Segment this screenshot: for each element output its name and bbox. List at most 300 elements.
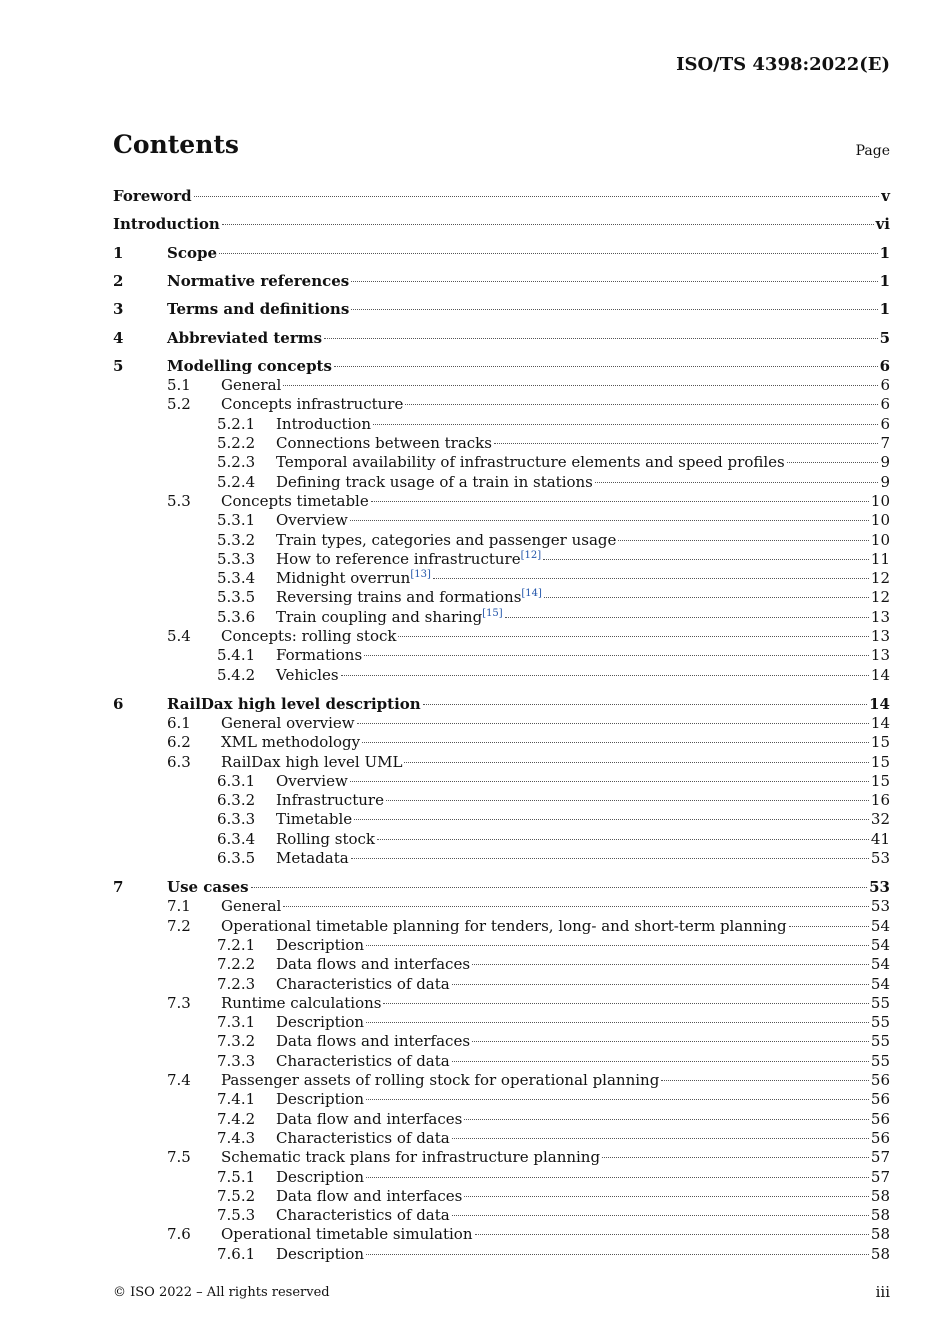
toc-entry-title-text: Data flow and interfaces bbox=[276, 1186, 463, 1205]
toc-entry-title bbox=[276, 1031, 470, 1051]
toc-entry-page: 56 bbox=[870, 1071, 890, 1089]
toc-entry-page: v bbox=[881, 187, 890, 205]
toc-entry[interactable] bbox=[113, 713, 890, 733]
toc-entry-page: 55 bbox=[870, 1051, 890, 1070]
toc-entry-title bbox=[276, 1186, 462, 1206]
dot-leader bbox=[357, 723, 869, 724]
dot-leader bbox=[543, 559, 869, 560]
toc-entry-number: 6 bbox=[113, 694, 124, 713]
toc-entry-title bbox=[276, 433, 492, 453]
toc-entry-title-text: Operational timetable planning for tenders, long- and short-term planning bbox=[221, 916, 787, 935]
toc-entry-page: 1 bbox=[879, 300, 890, 319]
toc-entry[interactable] bbox=[113, 1167, 890, 1187]
toc-entry-page: 12 bbox=[870, 588, 890, 607]
dot-leader bbox=[341, 675, 869, 676]
toc-entry-page: 7 bbox=[880, 434, 890, 452]
toc-entry-title-text: Description bbox=[276, 1244, 365, 1263]
dot-leader bbox=[661, 1080, 869, 1081]
toc-entry-title-text: Description bbox=[276, 1167, 365, 1186]
toc-entry-number: 7.6.1 bbox=[217, 1244, 256, 1263]
dot-leader bbox=[618, 540, 869, 541]
dot-leader bbox=[366, 1099, 869, 1100]
toc-entry-number: 6.3 bbox=[167, 752, 191, 771]
toc-entry-page: 55 bbox=[870, 993, 890, 1012]
toc-entry-title bbox=[167, 877, 249, 897]
toc-entry-title-text: Operational timetable simulation bbox=[221, 1225, 473, 1244]
toc-entry-title bbox=[276, 607, 503, 627]
toc-entry[interactable] bbox=[113, 1031, 890, 1051]
toc-entry-number: 7.4.3 bbox=[217, 1128, 256, 1147]
toc-entry-title bbox=[276, 1205, 450, 1225]
toc-entry-page: 10 bbox=[870, 530, 890, 549]
dot-leader bbox=[452, 984, 869, 985]
toc-entry[interactable] bbox=[113, 1186, 890, 1206]
toc-entry-title bbox=[221, 916, 787, 936]
document-id: ISO/TS 4398:2022(E) bbox=[676, 54, 890, 75]
dot-leader bbox=[452, 1215, 869, 1216]
toc-entry-title bbox=[276, 809, 352, 829]
toc-entry-page: 5 bbox=[879, 328, 890, 347]
toc-entry-title bbox=[276, 848, 349, 868]
toc-entry-page: 32 bbox=[870, 810, 890, 829]
dot-leader bbox=[350, 781, 869, 782]
toc-entry-number: 6.3.4 bbox=[217, 829, 256, 848]
toc-entry-page: 56 bbox=[870, 1090, 890, 1109]
toc-entry-number: 5.3.4 bbox=[217, 569, 256, 588]
toc-entry[interactable] bbox=[113, 299, 890, 319]
toc-entry-number: 4 bbox=[113, 328, 124, 347]
toc-entry-number: 5.2 bbox=[167, 395, 191, 414]
toc-entry-title bbox=[276, 1051, 450, 1071]
toc-entry-number: 7.2.2 bbox=[217, 955, 256, 974]
toc-entry-title-text: Formations bbox=[276, 646, 363, 665]
reference-link[interactable]: [15] bbox=[482, 607, 503, 619]
toc-entry-title bbox=[276, 549, 541, 569]
dot-leader bbox=[404, 762, 868, 763]
toc-entry-page: 14 bbox=[870, 713, 890, 732]
toc-entry-title bbox=[276, 1128, 450, 1148]
toc-entry-title-text: Train types, categories and passenger usage bbox=[276, 530, 617, 549]
dot-leader bbox=[602, 1157, 869, 1158]
dot-leader bbox=[472, 964, 869, 965]
toc-entry-number: 5.3.3 bbox=[217, 549, 256, 568]
toc-entry-number: 6.3.1 bbox=[217, 771, 256, 790]
toc-entry[interactable] bbox=[113, 645, 890, 665]
toc-entry[interactable] bbox=[113, 549, 890, 569]
toc-entry-title bbox=[113, 186, 192, 206]
dot-leader bbox=[452, 1138, 869, 1139]
toc-entry-title-text: Data flow and interfaces bbox=[276, 1109, 463, 1128]
toc-entry-title-text: Modelling concepts bbox=[167, 356, 332, 375]
toc-entry-number: 5.2.2 bbox=[217, 434, 256, 452]
toc-entry[interactable] bbox=[113, 568, 890, 588]
toc-entry[interactable] bbox=[113, 472, 890, 492]
toc-entry[interactable] bbox=[113, 214, 890, 234]
dot-leader bbox=[366, 1177, 869, 1178]
toc-entry-number: 5.2.4 bbox=[217, 472, 256, 491]
page-number: iii bbox=[875, 1283, 890, 1301]
toc-entry[interactable] bbox=[113, 1128, 890, 1148]
dot-leader bbox=[351, 281, 877, 282]
toc-entry-number: 5.2.3 bbox=[217, 453, 256, 472]
dot-leader bbox=[251, 887, 868, 888]
toc-entry-title bbox=[167, 328, 322, 348]
toc-entry-number: 6.1 bbox=[167, 713, 191, 732]
toc-entry-title-text: Introduction bbox=[276, 414, 371, 433]
toc-entry-number: 7.2 bbox=[167, 916, 191, 935]
dot-leader bbox=[386, 800, 869, 801]
toc-entry[interactable] bbox=[113, 186, 890, 206]
toc-entry[interactable] bbox=[113, 414, 890, 434]
toc-entry-title-text: RailDax high level description bbox=[167, 694, 421, 713]
toc-entry-page: 13 bbox=[870, 627, 890, 645]
toc-entry[interactable] bbox=[113, 1109, 890, 1129]
toc-entry[interactable] bbox=[113, 491, 890, 511]
toc-entry-title bbox=[167, 299, 349, 319]
toc-entry-title bbox=[221, 732, 360, 752]
toc-entry-number: 7 bbox=[113, 878, 124, 896]
toc-entry-page: 15 bbox=[870, 733, 890, 752]
dot-leader bbox=[383, 1003, 868, 1004]
toc-entry-title bbox=[276, 974, 450, 994]
toc-entry-title-text: Data flows and interfaces bbox=[276, 1032, 471, 1051]
toc-entry-number: 6.3.3 bbox=[217, 810, 256, 829]
dot-leader bbox=[433, 578, 869, 579]
reference-link[interactable]: [12] bbox=[520, 549, 542, 561]
toc-entry-number: 5.2.1 bbox=[217, 414, 256, 433]
toc-entry[interactable] bbox=[113, 510, 890, 530]
dot-leader bbox=[472, 1041, 869, 1042]
toc-entry-page: 58 bbox=[870, 1225, 890, 1244]
toc-entry-title bbox=[276, 645, 362, 665]
toc-entry-title bbox=[276, 472, 593, 492]
toc-entry-title bbox=[276, 935, 364, 955]
toc-entry-title bbox=[276, 790, 384, 810]
toc-entry-title bbox=[221, 1147, 600, 1167]
toc-entry-page: 55 bbox=[870, 1032, 890, 1051]
toc-entry[interactable] bbox=[113, 607, 890, 627]
dot-leader bbox=[787, 462, 879, 463]
toc-entry[interactable] bbox=[113, 1051, 890, 1071]
toc-entry-title-text: Connections between tracks bbox=[276, 434, 492, 452]
toc-entry-number: 5.4.1 bbox=[217, 646, 256, 665]
toc-entry-title bbox=[167, 694, 421, 714]
toc-entry-number: 7.3.1 bbox=[217, 1013, 256, 1032]
toc-entry-title-text: Description bbox=[276, 1013, 365, 1032]
toc-entry-number: 7.3 bbox=[167, 993, 191, 1012]
toc-entry-number: 7.5.1 bbox=[217, 1167, 256, 1186]
toc-entry-page: 1 bbox=[879, 243, 890, 262]
toc-entry-title bbox=[113, 214, 220, 234]
toc-entry-page: 13 bbox=[870, 607, 890, 626]
toc-entry-page: 6 bbox=[879, 356, 890, 375]
toc-entry-page: 11 bbox=[870, 549, 890, 568]
toc-entry-page: 58 bbox=[870, 1186, 890, 1205]
toc-entry-number: 3 bbox=[113, 300, 124, 319]
dot-leader bbox=[544, 597, 869, 598]
toc-entry[interactable] bbox=[113, 587, 890, 607]
toc-entry[interactable] bbox=[113, 433, 890, 453]
contents-title: Contents bbox=[113, 130, 240, 159]
toc-entry-title bbox=[276, 414, 371, 434]
toc-entry-title-text: Timetable bbox=[276, 810, 353, 829]
toc-entry-title bbox=[221, 1070, 659, 1090]
toc-entry-number: 5.3 bbox=[167, 491, 191, 510]
toc-entry-title-text: Midnight overrun bbox=[276, 569, 411, 588]
toc-entry[interactable] bbox=[113, 732, 890, 752]
dot-leader bbox=[364, 655, 869, 656]
toc-entry[interactable] bbox=[113, 954, 890, 974]
dot-leader bbox=[464, 1119, 869, 1120]
toc-entry[interactable] bbox=[113, 375, 890, 395]
dot-leader bbox=[475, 1234, 869, 1235]
toc-entry-number: 6.3.5 bbox=[217, 849, 256, 867]
toc-entry-title-text: General bbox=[221, 897, 282, 916]
toc-entry[interactable] bbox=[113, 1244, 890, 1264]
dot-leader bbox=[423, 704, 867, 705]
dot-leader bbox=[405, 404, 878, 405]
dot-leader bbox=[351, 858, 869, 859]
toc-entry-number: 7.5 bbox=[167, 1148, 191, 1167]
toc-entry[interactable] bbox=[113, 877, 890, 897]
dot-leader bbox=[464, 1196, 869, 1197]
toc-entry-title-text: General bbox=[221, 376, 282, 395]
toc-entry-title bbox=[276, 665, 339, 685]
dot-leader bbox=[324, 338, 877, 339]
toc-entry-title bbox=[276, 568, 431, 588]
toc-entry-title-text: Infrastructure bbox=[276, 791, 384, 810]
toc-entry-title-text: Metadata bbox=[276, 849, 349, 867]
toc-entry-page: 58 bbox=[870, 1244, 890, 1263]
toc-entry-title-text: Concepts: rolling stock bbox=[221, 627, 397, 645]
toc-entry[interactable] bbox=[113, 1147, 890, 1167]
toc-entry-page: 58 bbox=[870, 1206, 890, 1225]
toc-entry-page: 14 bbox=[870, 665, 890, 684]
dot-leader bbox=[494, 443, 879, 444]
toc-entry-title bbox=[167, 356, 332, 376]
toc-entry-page: 6 bbox=[880, 376, 890, 395]
dot-leader bbox=[452, 1061, 869, 1062]
toc-entry-title bbox=[221, 896, 281, 916]
toc-entry[interactable] bbox=[113, 1224, 890, 1244]
dot-leader bbox=[362, 742, 869, 743]
reference-link[interactable]: [14] bbox=[521, 588, 542, 600]
dot-leader bbox=[222, 224, 874, 225]
toc-entry-page: 57 bbox=[870, 1148, 890, 1167]
toc-entry[interactable] bbox=[113, 243, 890, 263]
toc-entry[interactable] bbox=[113, 1089, 890, 1109]
dot-leader bbox=[354, 819, 869, 820]
toc-entry-title bbox=[221, 993, 381, 1013]
toc-entry[interactable] bbox=[113, 829, 890, 849]
toc-entry-title bbox=[276, 510, 348, 530]
toc-entry-page: 15 bbox=[870, 771, 890, 790]
toc-entry-title-text: Vehicles bbox=[276, 665, 339, 684]
toc-entry-page: 53 bbox=[870, 849, 890, 867]
toc-entry-title-text: Foreword bbox=[113, 187, 192, 205]
toc-entry-title-text: XML methodology bbox=[221, 733, 361, 752]
toc-entry-page: 41 bbox=[870, 829, 890, 848]
dot-leader bbox=[371, 501, 869, 502]
toc-entry-number: 7.4 bbox=[167, 1071, 191, 1089]
toc-entry-title bbox=[276, 587, 542, 607]
toc-entry-title-text: Train coupling and sharing bbox=[276, 607, 483, 626]
toc-entry[interactable] bbox=[113, 935, 890, 955]
dot-leader bbox=[194, 196, 880, 197]
toc-entry-title-text: Overview bbox=[276, 771, 348, 790]
toc-entry[interactable] bbox=[113, 1070, 890, 1090]
toc-entry-title-text: How to reference infrastructure bbox=[276, 549, 521, 568]
toc-entry[interactable] bbox=[113, 809, 890, 829]
toc-entry[interactable] bbox=[113, 993, 890, 1013]
toc-entry-title-text: Schematic track plans for infrastructure planning bbox=[221, 1148, 601, 1167]
toc-entry-title bbox=[276, 1167, 364, 1187]
toc-entry-title bbox=[276, 1109, 462, 1129]
toc-entry[interactable] bbox=[113, 665, 890, 685]
toc-entry-number: 7.2.3 bbox=[217, 974, 256, 993]
dot-leader bbox=[283, 906, 869, 907]
toc-entry-title-text: Abbreviated terms bbox=[167, 328, 323, 347]
toc-entry-page: 1 bbox=[879, 271, 890, 290]
toc-entry-page: 56 bbox=[870, 1109, 890, 1128]
toc-entry[interactable] bbox=[113, 752, 890, 772]
toc-entry[interactable] bbox=[113, 974, 890, 994]
toc-entry-title-text: Runtime calculations bbox=[221, 993, 382, 1012]
toc-entry-number: 1 bbox=[113, 243, 124, 262]
toc-entry[interactable] bbox=[113, 626, 890, 646]
toc-entry-title bbox=[276, 771, 348, 791]
dot-leader bbox=[351, 309, 877, 310]
toc-entry-title-text: Use cases bbox=[167, 878, 249, 896]
toc-entry-title bbox=[167, 271, 349, 291]
toc-entry[interactable] bbox=[113, 356, 890, 376]
toc-entry-page: 9 bbox=[880, 472, 890, 491]
dot-leader bbox=[789, 926, 869, 927]
toc-entry-title bbox=[221, 752, 402, 772]
toc-entry-number: 7.6 bbox=[167, 1225, 191, 1244]
toc-entry-title bbox=[276, 452, 785, 472]
toc-entry-number: 7.4.2 bbox=[217, 1109, 256, 1128]
toc-entry-page: 56 bbox=[870, 1128, 890, 1147]
toc-entry-number: 5.4 bbox=[167, 627, 191, 645]
toc-entry-title-text: Characteristics of data bbox=[276, 1206, 450, 1225]
toc-entry-number: 5 bbox=[113, 356, 124, 375]
dot-leader bbox=[366, 1254, 869, 1255]
toc-entry-page: 13 bbox=[870, 646, 890, 665]
toc-entry-page: 9 bbox=[880, 453, 890, 472]
toc-entry-number: 5.3.5 bbox=[217, 588, 256, 607]
toc-entry-number: 5.3.2 bbox=[217, 530, 256, 549]
toc-entry-page: 6 bbox=[880, 414, 890, 433]
dot-leader bbox=[398, 636, 868, 637]
toc-entry-number: 5.1 bbox=[167, 376, 191, 395]
toc-entry-title bbox=[276, 954, 470, 974]
toc-entry-number: 2 bbox=[113, 271, 124, 290]
toc-entry-title-text: General overview bbox=[221, 713, 355, 732]
toc-entry-page: 55 bbox=[870, 1013, 890, 1032]
toc-entry-number: 7.3.3 bbox=[217, 1051, 256, 1070]
toc-entry-title-text: Scope bbox=[167, 243, 218, 262]
toc-entry-page: 54 bbox=[870, 935, 890, 954]
toc-entry[interactable] bbox=[113, 790, 890, 810]
toc-entry[interactable] bbox=[113, 328, 890, 348]
toc-entry[interactable] bbox=[113, 848, 890, 868]
toc-entry-number: 7.3.2 bbox=[217, 1032, 256, 1051]
dot-leader bbox=[366, 1022, 869, 1023]
toc-entry-title bbox=[221, 394, 403, 414]
toc-entry-page: 15 bbox=[870, 752, 890, 771]
toc-entry-title bbox=[167, 243, 217, 263]
toc-entry-title-text: Data flows and interfaces bbox=[276, 955, 471, 974]
toc-entry-number: 5.4.2 bbox=[217, 665, 256, 684]
toc-entry-title-text: Description bbox=[276, 1090, 365, 1109]
toc-entry-title bbox=[276, 829, 375, 849]
toc-entry[interactable] bbox=[113, 452, 890, 472]
toc-entry-page: 10 bbox=[870, 491, 890, 510]
toc-entry[interactable] bbox=[113, 694, 890, 714]
toc-entry-title-text: Rolling stock bbox=[276, 829, 375, 848]
toc-entry[interactable] bbox=[113, 1205, 890, 1225]
toc-entry-title bbox=[221, 626, 396, 646]
toc-entry[interactable] bbox=[113, 271, 890, 291]
toc-entry[interactable] bbox=[113, 916, 890, 936]
toc-entry-page: 57 bbox=[870, 1167, 890, 1186]
toc-entry-title bbox=[276, 1089, 364, 1109]
toc-entry-page: 53 bbox=[870, 897, 890, 916]
dot-leader bbox=[595, 482, 879, 483]
toc-entry-number: 5.3.1 bbox=[217, 511, 256, 530]
dot-leader bbox=[505, 617, 869, 618]
reference-link[interactable]: [13] bbox=[410, 569, 431, 581]
toc-entry-page: 12 bbox=[870, 569, 890, 588]
dot-leader bbox=[219, 253, 878, 254]
toc-entry-number: 7.4.1 bbox=[217, 1090, 256, 1109]
toc-entry-title bbox=[276, 530, 616, 550]
toc-entry[interactable] bbox=[113, 394, 890, 414]
toc-entry-number: 6.3.2 bbox=[217, 791, 256, 810]
toc-entry-title-text: Temporal availability of infrastructure elements and speed profiles bbox=[276, 453, 785, 472]
toc-entry-number: 7.5.2 bbox=[217, 1186, 256, 1205]
dot-leader bbox=[283, 385, 878, 386]
toc-entry-title-text: Terms and definitions bbox=[167, 300, 350, 319]
dot-leader bbox=[366, 945, 869, 946]
toc-entry-page: 10 bbox=[870, 511, 890, 530]
dot-leader bbox=[334, 366, 878, 367]
dot-leader bbox=[350, 520, 869, 521]
toc-entry-page: 14 bbox=[869, 694, 890, 713]
toc-entry-title-text: Characteristics of data bbox=[276, 1051, 450, 1070]
copyright-notice: © ISO 2022 – All rights reserved bbox=[113, 1285, 330, 1300]
toc-entry[interactable] bbox=[113, 896, 890, 916]
toc-entry-title bbox=[221, 375, 281, 395]
toc-entry-title bbox=[221, 491, 369, 511]
toc-entry-number: 7.5.3 bbox=[217, 1206, 256, 1225]
toc-entry-title-text: RailDax high level UML bbox=[221, 752, 403, 771]
page-column-label: Page bbox=[855, 143, 890, 159]
toc-entry-title-text: Reversing trains and formations bbox=[276, 588, 522, 607]
toc-entry-title-text: Characteristics of data bbox=[276, 974, 450, 993]
toc-entry[interactable] bbox=[113, 771, 890, 791]
toc-entry[interactable] bbox=[113, 530, 890, 550]
toc-entry-title-text: Introduction bbox=[113, 215, 220, 234]
toc-entry-page: 54 bbox=[870, 955, 890, 974]
toc-entry-number: 5.3.6 bbox=[217, 607, 256, 626]
toc-entry[interactable] bbox=[113, 1012, 890, 1032]
toc-entry-title-text: Passenger assets of rolling stock for operational planning bbox=[221, 1071, 660, 1089]
toc-entry-page: 54 bbox=[870, 916, 890, 935]
toc-entry-title-text: Overview bbox=[276, 511, 348, 530]
toc-entry-number: 6.2 bbox=[167, 733, 191, 752]
